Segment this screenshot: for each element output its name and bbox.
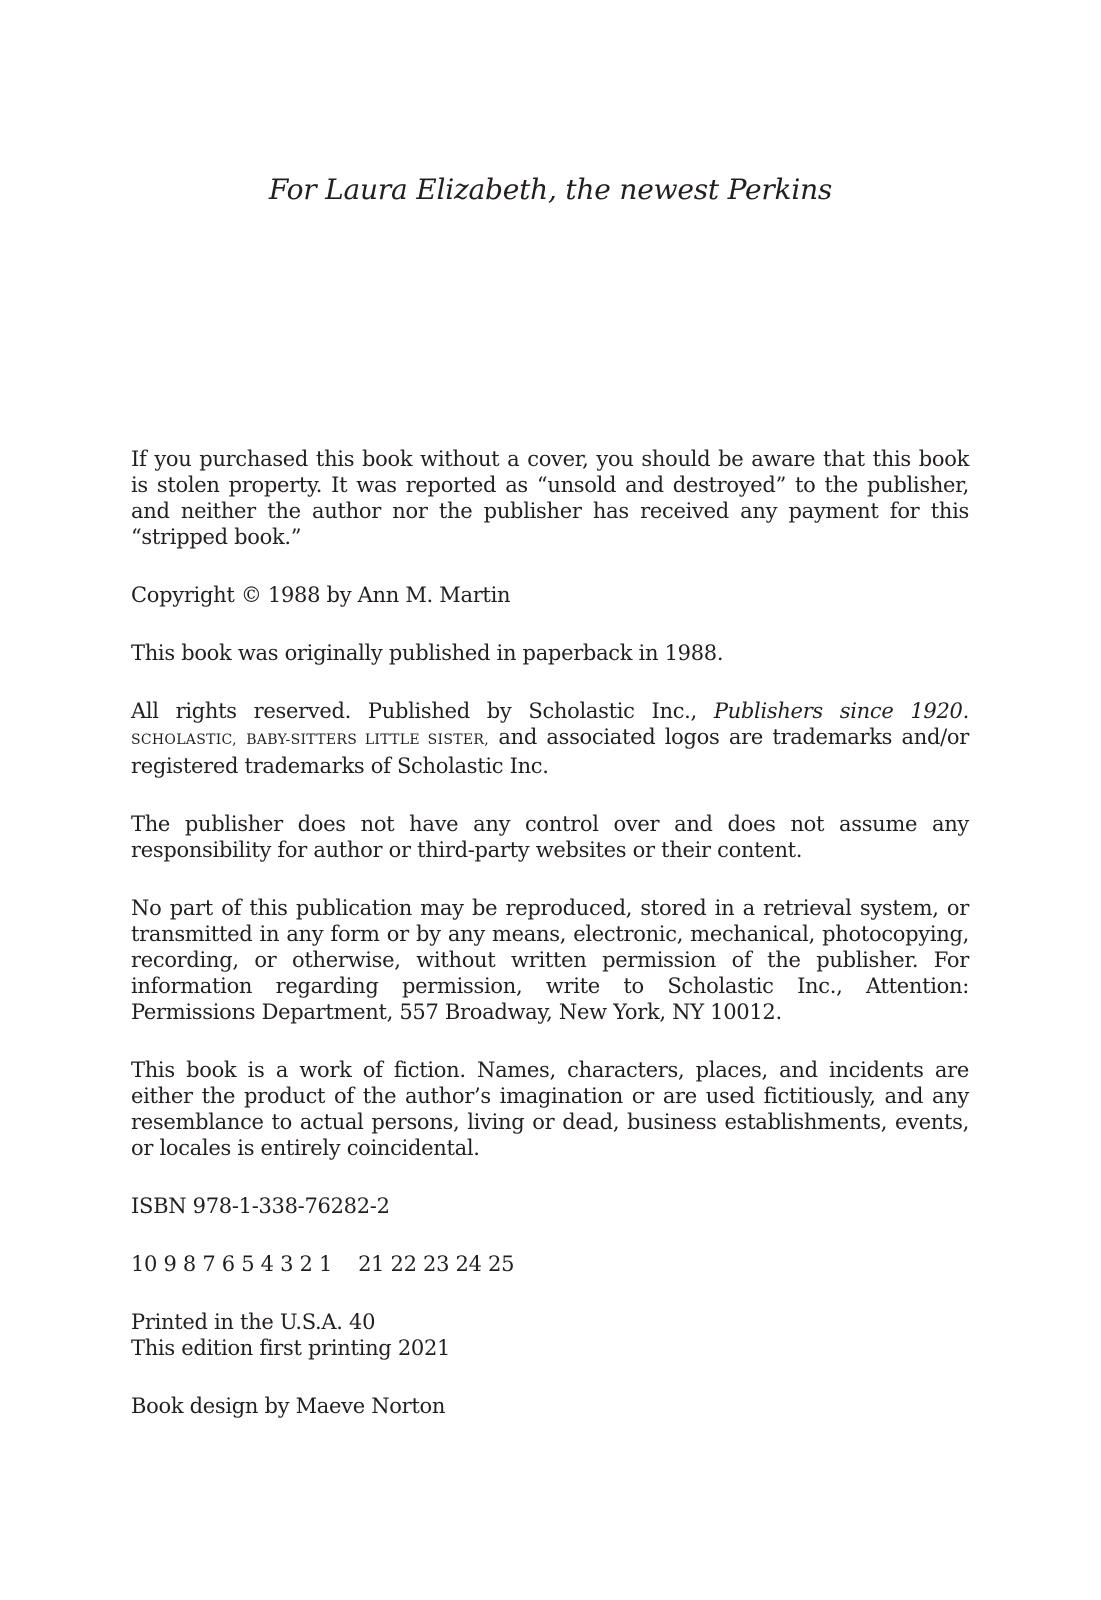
printer-key-years: 21 22 23 24 25 [358, 1252, 515, 1276]
permissions-paragraph: No part of this publication may be reproduced, stored in a retrieval system, or transmitted in any form or by any means, electronic, mechanical, photocopying, recording, or otherwise, without written permission of the publisher. For information regarding permission, write to Scholastic Inc., Attention: Permissions Department, 557 Broadway, New York, NY 10012. [131, 896, 969, 1024]
publisher-tagline: Publishers since 1920. [713, 699, 969, 723]
isbn-line: ISBN 978-1-338-76282-2 [131, 1194, 390, 1218]
printing-info [131, 1309, 969, 1361]
printer-key-line [131, 1251, 969, 1277]
printer-key-numbers: 10 9 8 7 6 5 4 3 2 1 [131, 1252, 333, 1276]
original-publication-line: This book was originally published in paperback in 1988. [131, 641, 724, 665]
trademark-series: BABY-SITTERS LITTLE SISTER, [246, 732, 490, 748]
rights-paragraph [131, 698, 969, 779]
dedication: For Laura Elizabeth, the newest Perkins [268, 173, 833, 206]
stripped-book-notice: If you purchased this book without a cover, you should be aware that this book is stolen property. It was reported as “unsold and destroyed” to the publisher, and neither the author nor the publisher has received any payment for this “stripped book.” [131, 447, 969, 549]
edition-line: This edition first printing 2021 [131, 1336, 451, 1360]
design-credit: Book design by Maeve Norton [131, 1394, 446, 1418]
fiction-notice: This book is a work of fiction. Names, characters, places, and incidents are either the product of the author’s imagination or are used fictitiously, and any resemblance to actual persons, living or dead, business establishments, events, or locales is entirely coincidental. [131, 1058, 969, 1160]
website-disclaimer: The publisher does not have any control over and does not assume any responsibility for author or third-party websites or their content. [131, 812, 969, 862]
printed-country-line: Printed in the U.S.A. 40 [131, 1310, 376, 1334]
copyright-page-text [131, 446, 969, 1451]
rights-tail: and associated logos are trademarks and/or registered trademarks of Scholastic Inc. [131, 725, 969, 778]
rights-lead: All rights reserved. Published by Scholastic Inc., [131, 699, 697, 723]
trademark-scholastic: SCHOLASTIC, [131, 732, 237, 748]
copyright-line: Copyright © 1988 by Ann M. Martin [131, 583, 511, 607]
